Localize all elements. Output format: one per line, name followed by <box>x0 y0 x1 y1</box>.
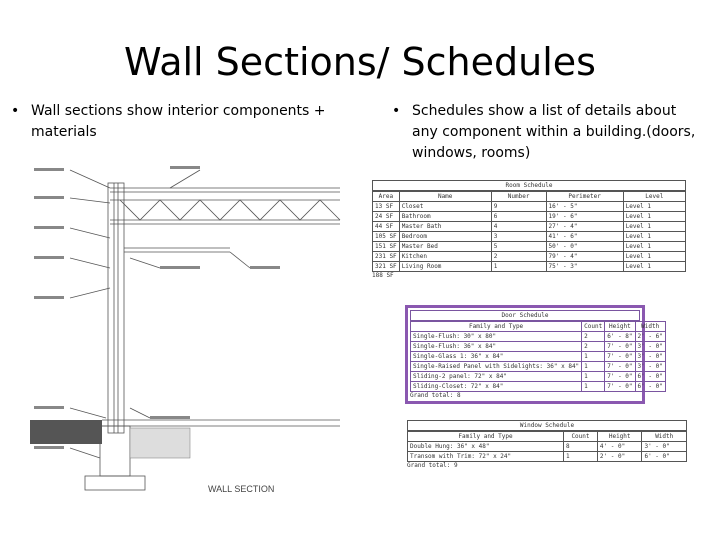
table-row <box>411 382 666 392</box>
table-cell: 2' - 0" <box>597 452 642 462</box>
table-cell: 2 <box>582 342 605 352</box>
table-cell: 3' - 0" <box>635 362 665 372</box>
table-row <box>373 212 686 222</box>
table-cell: 7' - 0" <box>605 352 635 362</box>
bullet-text: Wall sections show interior components + materials <box>31 103 326 140</box>
table-cell: 1 <box>582 352 605 362</box>
table-cell: 151 SF <box>373 242 400 252</box>
table-cell: Level 1 <box>623 202 685 212</box>
table-cell: 24 SF <box>373 212 400 222</box>
window-schedule-title: Window Schedule <box>407 420 687 431</box>
table-cell: 9 <box>491 202 546 212</box>
column-header: Perimeter <box>546 192 623 202</box>
door-schedule-header <box>411 322 666 332</box>
room-schedule-header <box>373 192 686 202</box>
column-header: Count <box>564 432 598 442</box>
table-cell: 27' - 4" <box>546 222 623 232</box>
slide-title: Wall Sections/ Schedules <box>124 40 596 84</box>
bullet-schedules <box>392 101 702 164</box>
door-schedule <box>405 305 663 404</box>
table-cell: 6' - 0" <box>642 452 687 462</box>
column-header: Family and Type <box>411 322 582 332</box>
table-cell: 1 <box>582 372 605 382</box>
table-cell: 6' - 0" <box>635 372 665 382</box>
table-cell: Sliding-2 panel: 72" x 84" <box>411 372 582 382</box>
table-cell: Sliding-Closet: 72" x 84" <box>411 382 582 392</box>
table-cell: 75' - 3" <box>546 262 623 272</box>
column-header: Height <box>597 432 642 442</box>
table-cell: Single-Flush: 36" x 84" <box>411 342 582 352</box>
table-cell: 79' - 4" <box>546 252 623 262</box>
table-cell: 3' - 0" <box>635 352 665 362</box>
table-cell: 44 SF <box>373 222 400 232</box>
table-row <box>411 352 666 362</box>
table-cell: 3' - 0" <box>642 442 687 452</box>
column-header: Level <box>623 192 685 202</box>
table-cell: Level 1 <box>623 252 685 262</box>
table-row <box>411 362 666 372</box>
bullet-text: Schedules show a list of details about any component within a building.(doors, windows, rooms) <box>412 103 696 161</box>
window-schedule-total: Grand total: 9 <box>407 462 458 469</box>
table-cell: 105 SF <box>373 232 400 242</box>
table-cell: 6 <box>491 212 546 222</box>
table-row <box>411 342 666 352</box>
window-schedule <box>407 420 687 469</box>
table-cell: Kitchen <box>399 252 491 262</box>
table-cell: 2' - 6" <box>635 332 665 342</box>
table-cell: 41' - 6" <box>546 232 623 242</box>
table-cell: 1 <box>582 382 605 392</box>
table-cell: 1 <box>564 452 598 462</box>
table-cell: 1 <box>582 362 605 372</box>
table-cell: 6' - 0" <box>635 382 665 392</box>
column-header: Height <box>605 322 635 332</box>
column-header: Name <box>399 192 491 202</box>
table-cell: 4 <box>491 222 546 232</box>
table-row <box>408 452 687 462</box>
table-cell: Master Bath <box>399 222 491 232</box>
table-cell: Bathroom <box>399 212 491 222</box>
table-cell: 321 SF <box>373 262 400 272</box>
table-row <box>373 202 686 212</box>
window-schedule-header <box>408 432 687 442</box>
column-header: Width <box>642 432 687 442</box>
table-cell: 19' - 6" <box>546 212 623 222</box>
table-cell: 7' - 0" <box>605 382 635 392</box>
table-cell: Level 1 <box>623 222 685 232</box>
column-header: Count <box>582 322 605 332</box>
table-cell: Single-Raised Panel with Sidelights: 36" x 84" <box>411 362 582 372</box>
table-cell: 231 SF <box>373 252 400 262</box>
table-cell: 13 SF <box>373 202 400 212</box>
table-row <box>373 242 686 252</box>
table-cell: 2 <box>582 332 605 342</box>
bullet-wall-sections <box>11 101 361 143</box>
table-cell: Level 1 <box>623 212 685 222</box>
column-header: Number <box>491 192 546 202</box>
table-cell: Single-Flush: 30" x 80" <box>411 332 582 342</box>
room-schedule-total: 188 SF <box>372 272 394 279</box>
column-header: Width <box>635 322 665 332</box>
table-cell: 1 <box>491 262 546 272</box>
table-cell: Living Room <box>399 262 491 272</box>
room-schedule-title: Room Schedule <box>372 180 686 191</box>
table-cell: Single-Glass 1: 36" x 84" <box>411 352 582 362</box>
table-cell: 7' - 0" <box>605 362 635 372</box>
table-cell: Bedroom <box>399 232 491 242</box>
room-schedule <box>372 180 686 279</box>
bullet-marker: • <box>11 103 20 119</box>
wall-section-caption: WALL SECTION <box>208 484 275 494</box>
table-row <box>373 262 686 272</box>
table-cell: Double Hung: 36" x 48" <box>408 442 564 452</box>
table-row <box>373 222 686 232</box>
wall-section-drawing <box>30 158 350 508</box>
bullet-marker: • <box>392 103 401 119</box>
table-row <box>373 232 686 242</box>
table-cell: 4' - 0" <box>597 442 642 452</box>
table-row <box>411 332 666 342</box>
table-cell: Master Bed <box>399 242 491 252</box>
table-cell: 16' - 5" <box>546 202 623 212</box>
column-header: Family and Type <box>408 432 564 442</box>
table-cell: 3' - 0" <box>635 342 665 352</box>
table-cell: 6' - 8" <box>605 332 635 342</box>
table-cell: Level 1 <box>623 242 685 252</box>
table-cell: 50' - 0" <box>546 242 623 252</box>
table-cell: 3 <box>491 232 546 242</box>
table-cell: Closet <box>399 202 491 212</box>
table-cell: 8 <box>564 442 598 452</box>
table-cell: Transom with Trim: 72" x 24" <box>408 452 564 462</box>
table-cell: 7' - 0" <box>605 372 635 382</box>
table-row <box>411 372 666 382</box>
table-cell: 2 <box>491 252 546 262</box>
door-schedule-title: Door Schedule <box>410 310 640 321</box>
table-cell: Level 1 <box>623 262 685 272</box>
column-header: Area <box>373 192 400 202</box>
table-cell: 5 <box>491 242 546 252</box>
table-row <box>373 252 686 262</box>
table-row <box>408 442 687 452</box>
table-cell: Level 1 <box>623 232 685 242</box>
door-schedule-total: Grand total: 8 <box>410 392 461 399</box>
table-cell: 7' - 0" <box>605 342 635 352</box>
